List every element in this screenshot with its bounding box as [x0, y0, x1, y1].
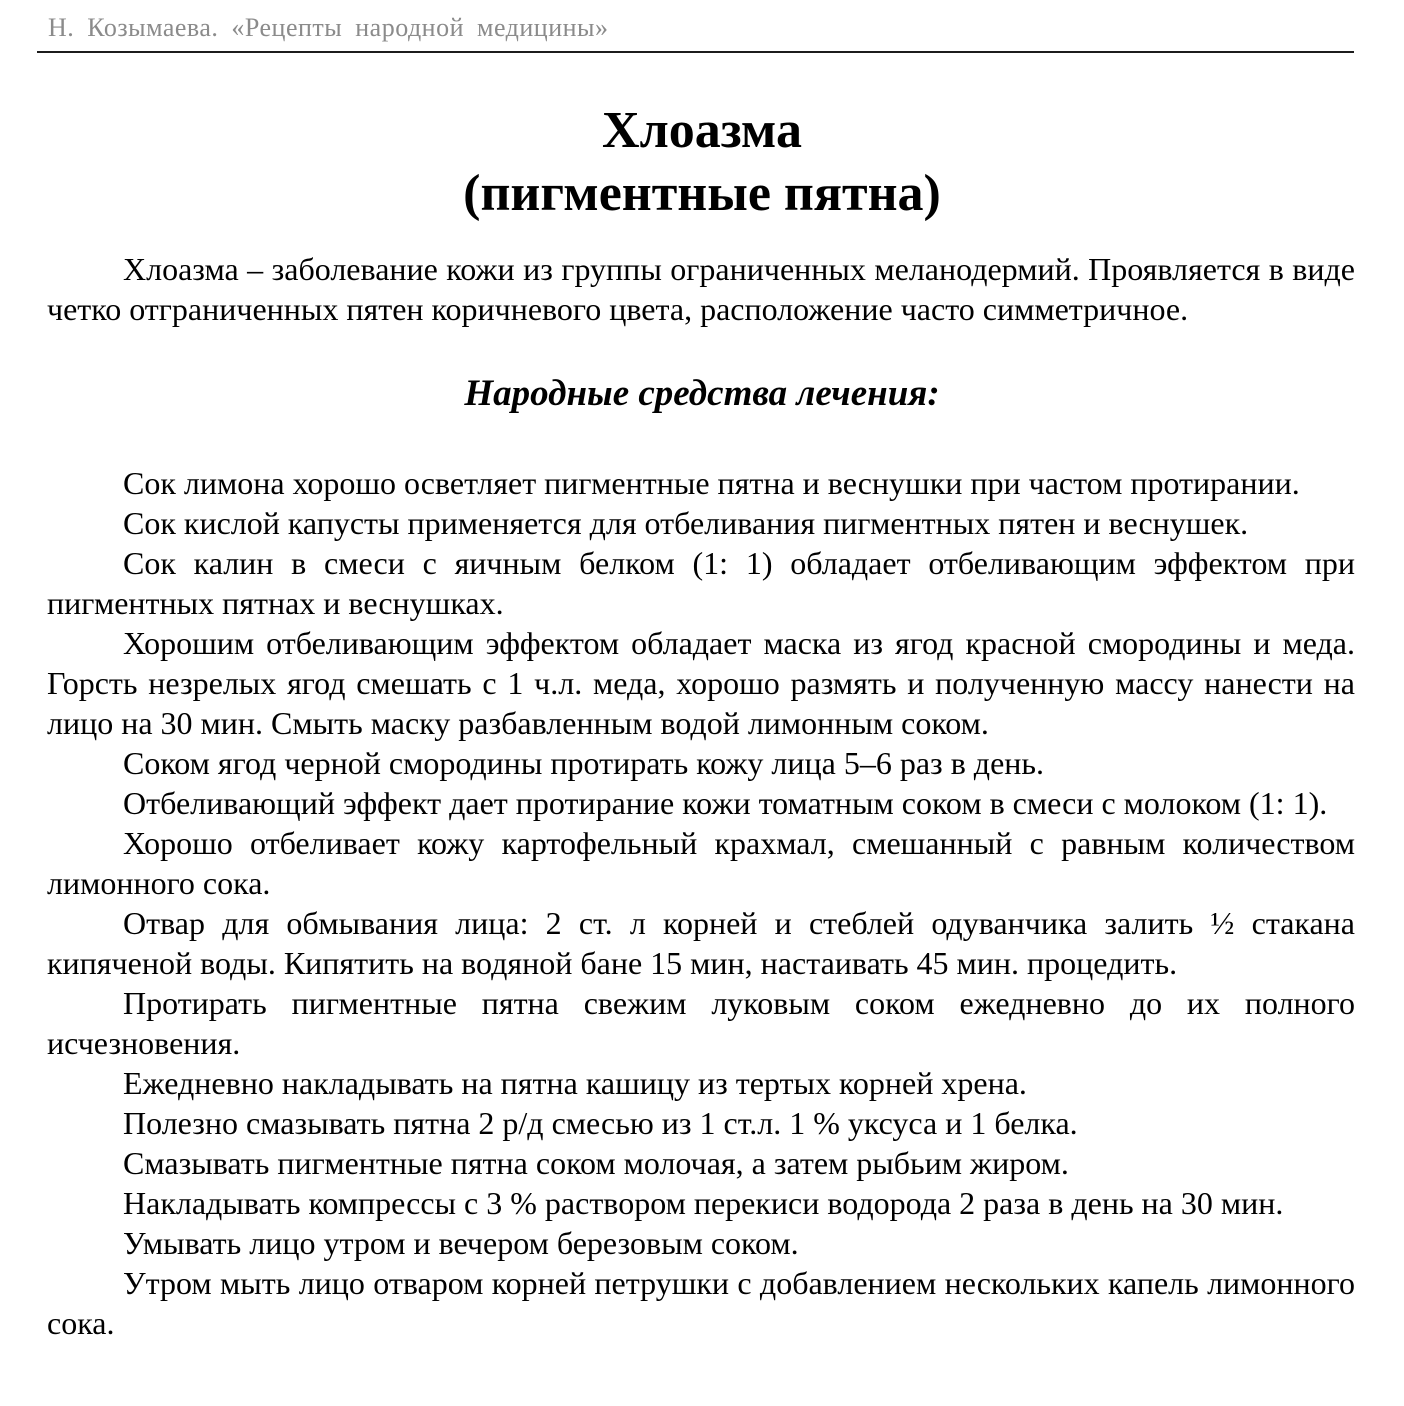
- running-head: Н. Козымаева. «Рецепты народной медицины»: [48, 13, 609, 42]
- remedy-paragraph: Сок калин в смеси с яичным белком (1: 1) обладает отбеливающим эффектом при пигментных пятнах и веснушках.: [47, 545, 1355, 621]
- section-subtitle: Народные средства лечения:: [464, 373, 940, 414]
- intro-paragraph: Хлоазма – заболевание кожи из группы ограниченных меланодермий. Проявляется в виде четко отграниченных пятен коричневого цвета, расположение часто симметричное.: [47, 251, 1355, 327]
- remedy-paragraph: Полезно смазывать пятна 2 р/д смесью из 1 ст.л. 1 % уксуса и 1 белка.: [123, 1105, 1078, 1141]
- chapter-title-line1: Хлоазма: [602, 102, 802, 159]
- remedy-paragraph: Смазывать пигментные пятна соком молочая, а затем рыбьим жиром.: [123, 1145, 1069, 1181]
- chapter-title-line2: (пигментные пятна): [463, 165, 941, 222]
- page-header: [0, 0, 1404, 53]
- remedy-paragraph: Сок кислой капусты применяется для отбеливания пигментных пятен и веснушек.: [123, 505, 1249, 541]
- remedy-paragraph: Хорошим отбеливающим эффектом обладает маска из ягод красной смородины и меда. Горсть незрелых ягод смешать с 1 ч.л. меда, хорошо размять и полученную массу нанести на лицо на 30 мин. Смыть маску разбавленным водой лимонным соком.: [47, 625, 1355, 741]
- remedy-paragraph: Протирать пигментные пятна свежим луковым соком ежедневно до их полного исчезновения.: [47, 985, 1355, 1061]
- remedy-paragraph: Отбеливающий эффект дает протирание кожи томатным соком в смеси с молоком (1: 1).: [123, 785, 1328, 821]
- remedies-list: [0, 463, 1404, 1343]
- remedy-paragraph: Утром мыть лицо отваром корней петрушки с добавлением нескольких капель лимонного сока.: [47, 1265, 1355, 1341]
- remedy-paragraph: Сок лимона хорошо осветляет пигментные пятна и веснушки при частом протирании.: [123, 465, 1300, 501]
- remedy-paragraph: Умывать лицо утром и вечером березовым соком.: [123, 1225, 799, 1261]
- remedy-paragraph: Соком ягод черной смородины протирать кожу лица 5–6 раз в день.: [123, 745, 1044, 781]
- remedy-paragraph: Отвар для обмывания лица: 2 ст. л корней и стеблей одуванчика залить ½ стакана кипяченой воды. Кипятить на водяной бане 15 мин, настаивать 45 мин. процедить.: [47, 905, 1355, 981]
- remedy-paragraph: Накладывать компрессы с 3 % раствором перекиси водорода 2 раза в день на 30 мин.: [123, 1185, 1284, 1221]
- header-rule: [37, 51, 1354, 53]
- remedy-paragraph: Ежедневно накладывать на пятна кашицу из тертых корней хрена.: [123, 1065, 1027, 1101]
- remedy-paragraph: Хорошо отбеливает кожу картофельный крахмал, смешанный с равным количеством лимонного сока.: [47, 825, 1355, 901]
- chapter-title: [48, 99, 1356, 225]
